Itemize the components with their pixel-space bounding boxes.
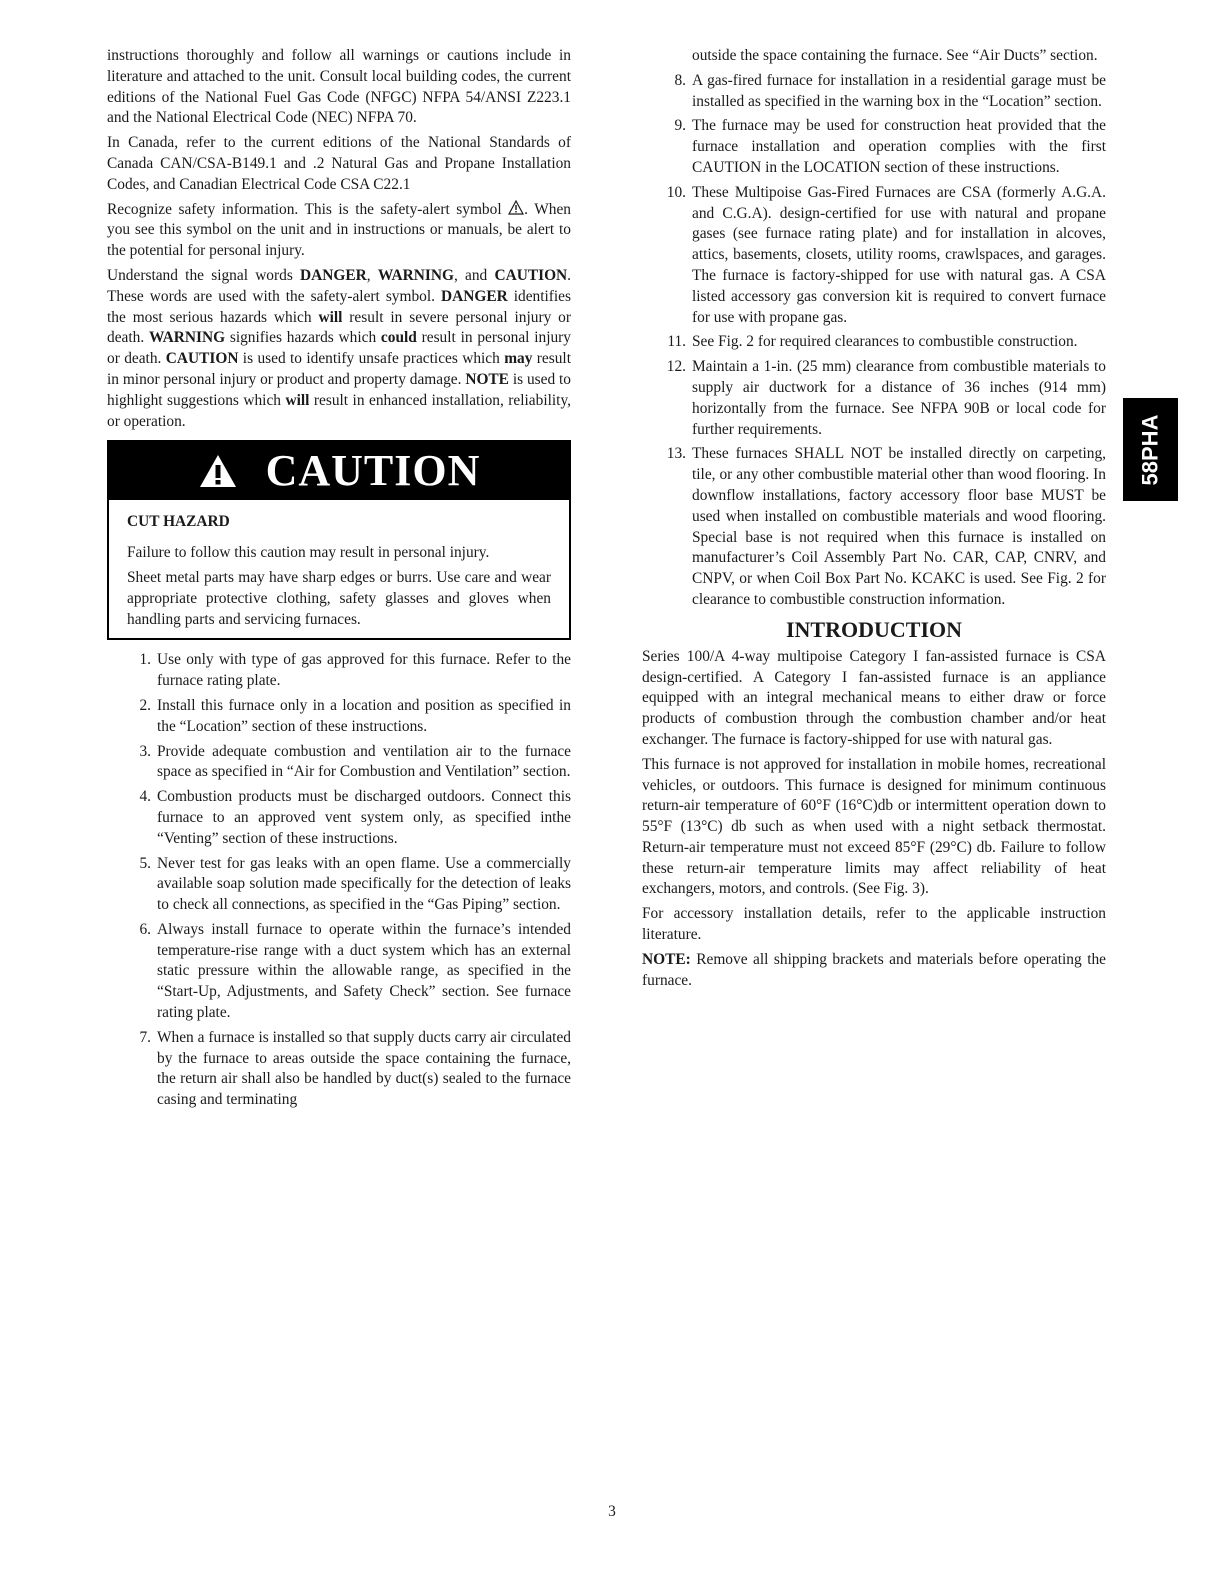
list-item: 11. See Fig. 2 for required clearances to combustible construction. [667, 333, 1078, 351]
list-item: 4. Combustion products must be discharged outdoors. Connect this furnace to an approved vent system only, as specified inthe “Venting” section of these instructions. [139, 788, 571, 847]
list-item: 2. Install this furnace only in a location and position as specified in the “Location” section of these instructions. [139, 696, 571, 735]
list-item: 10. These Multipoise Gas-Fired Furnaces are CSA (formerly A.G.A. and C.G.A). design-certified for use with natural and propane gases (see furnace rating plate) and for installation in alcoves, attics, basements, closets, utility rooms, crawlspaces, and garages. The furnace is factory-shipped for use with natural gas. A CSA listed accessory gas conversion kit is required to convert furnace for use with propane gas. [666, 183, 1106, 326]
intro-paragraph-2: This furnace is not approved for installation in mobile homes, recreational vehicles, or outdoors. This furnace is designed for minimum continuous return-air temperature of 60°F (16°C)db or intermittent operation down to 55°F (13°C) db such as when used with a night setback thermostat. Return-air temperature must not exceed 85°F (29°C) db. Failure to follow these return-air temperature limits may affect reliability of heat exchangers, motors, and controls. (See Fig. 3). [642, 755, 1106, 898]
intro-paragraph-1: Series 100/A 4-way multipoise Category I fan-assisted furnace is CSA design-certified. A Category I fan-assisted furnace is an appliance equipped with an integral mechanical means to either draw or force products of combustion through the combustion chamber and/or heat exchanger. The furnace is factory-shipped for use with natural gas. [642, 647, 1106, 748]
warning-triangle-icon [198, 453, 238, 489]
safety-alert-icon [508, 200, 524, 215]
list-item: 1. Use only with type of gas approved for this furnace. Refer to the furnace rating plate. [139, 651, 571, 690]
caution-line-2: Sheet metal parts may have sharp edges or burrs. Use care and wear appropriate protective clothing, safety glasses and gloves when handling parts and servicing furnaces. [127, 568, 551, 628]
caution-line-1: Failure to follow this caution may result in personal injury. [127, 544, 490, 562]
canada-paragraph: In Canada, refer to the current editions of the National Standards of Canada CAN/CSA-B149.1 and .2 Natural Gas and Propane Installation Codes, and Canadian Electrical Code CSA C22.1 [107, 134, 571, 193]
list-item: 3. Provide adequate combustion and ventilation air to the furnace space as specified in “Air for Combustion and Ventilation” section. [139, 742, 571, 781]
right-column [642, 46, 1106, 995]
page-number: 3 [608, 1503, 616, 1520]
list-item: 6. Always install furnace to operate within the furnace’s intended temperature-rise range with a duct system which has an external static pressure within the allowable range, as specified in the “Start-Up, Adjustments, and Safety Check” section. See furnace rating plate. [139, 920, 571, 1022]
section-heading: INTRODUCTION [785, 616, 963, 642]
list-item: 13. These furnaces SHALL NOT be installed directly on carpeting, tile, or any other combustible material other than wood flooring. In downflow installations, factory accessory floor base MUST be used when installed on combustible materials and wood flooring. Special base is not required when this furnace is installed on manufacturer’s Coil Assembly Part No. CAR, CAP, CNRV, and CNPV, or when Coil Box Part No. KCAKC is used. See Fig. 2 for clearance to combustible construction information. [666, 445, 1106, 608]
intro-paragraph-3: For accessory installation details, refer to the applicable instruction literature. [642, 905, 1106, 944]
note-paragraph: NOTE: Remove all shipping brackets and materials before operating the furnace. [642, 950, 1106, 989]
side-tab-label: 58PHA [1137, 414, 1163, 485]
list-item-continuation: outside the space containing the furnace. See “Air Ducts” section. [692, 47, 1098, 64]
caution-header [109, 442, 569, 500]
safety-list-left [107, 650, 571, 1111]
note-label: NOTE: [642, 950, 691, 968]
caution-title: CAUTION [265, 446, 481, 496]
list-item: 5. Never test for gas leaks with an open flame. Use a commercially available soap solution made specifically for the detection of leaks to check all connections, as specified in the “Gas Piping” section. [139, 854, 571, 914]
list-item: 8. A gas-fired furnace for installation in a residential garage must be installed as specified in the warning box in the “Location” section. [674, 71, 1106, 110]
side-tab [1123, 398, 1178, 501]
list-item: 9. The furnace may be used for construction heat provided that the furnace installation and operation complies with the first CAUTION in the LOCATION section of these instructions. [674, 117, 1106, 176]
safety-list-right [642, 46, 1106, 611]
hazard-title: CUT HAZARD [127, 513, 230, 531]
intro-paragraph: instructions thoroughly and follow all warnings or cautions include in literature and attached to the unit. Consult local building codes, the current editions of the National Fuel Gas Code (NFGC) NFPA 54/ANSI Z223.1 and the National Electrical Code (NEC) NFPA 70. [107, 47, 571, 127]
caution-box [107, 440, 571, 640]
caution-body [109, 500, 569, 638]
left-column [107, 46, 571, 1115]
safety-symbol-paragraph: Recognize safety information. This is the safety-alert symbol . When you see this symbol on the unit and in instructions or manuals, be alert to the potential for personal injury. [107, 200, 571, 260]
signal-words-paragraph: Understand the signal words DANGER, WARNING, and CAUTION. These words are used with the safety-alert symbol. DANGER identifies the most serious hazards which will result in severe personal injury or death. WARNING signifies hazards which could result in personal injury or death. CAUTION is used to identify unsafe practices which may result in minor personal injury or product and property damage. NOTE is used to highlight suggestions which will result in enhanced installation, reliability, or operation. [107, 266, 572, 430]
list-item: 12. Maintain a 1-in. (25 mm) clearance from combustible materials to supply air ductwork for a distance of 36 inches (914 mm) horizontally from the furnace. See NFPA 90B or local code for further requirements. [666, 358, 1106, 438]
list-item: 7. When a furnace is installed so that supply ducts carry air circulated by the furnace to areas outside the space containing the furnace, the return air shall also be handled by duct(s) sealed to the furnace casing and terminating [139, 1028, 571, 1109]
